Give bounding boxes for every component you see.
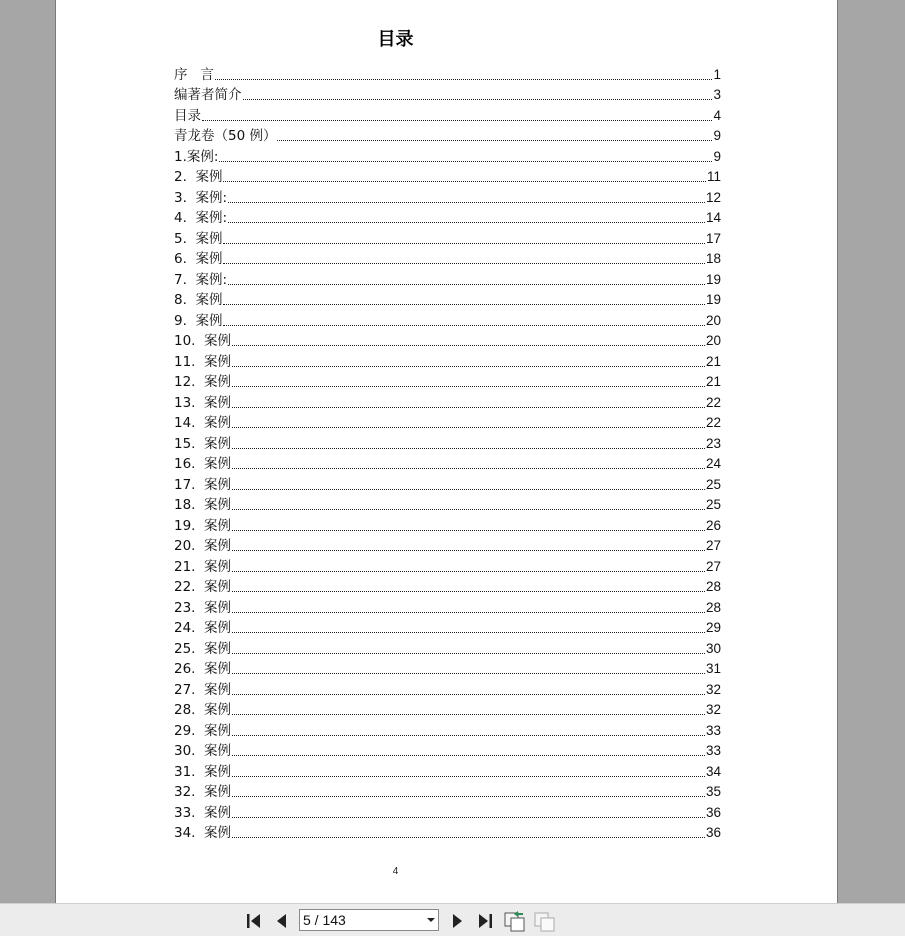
toc-dot-leader (232, 672, 705, 674)
toc-entry[interactable] (174, 821, 721, 842)
toc-entry-page: 23 (705, 435, 721, 451)
toc-entry-label: 16. 案例 (174, 456, 232, 472)
toc-entry[interactable] (174, 185, 721, 206)
toc-entry-label: 6. 案例 (174, 251, 223, 267)
toc-entry-page: 28 (705, 599, 721, 615)
toc-entry-page: 33 (705, 722, 721, 738)
toc-entry[interactable] (174, 616, 721, 637)
toc-dot-leader (219, 160, 712, 162)
toc-entry[interactable] (174, 165, 721, 186)
toc-dot-leader (232, 795, 705, 797)
toc-entry[interactable] (174, 226, 721, 247)
toc-dot-leader (232, 529, 705, 531)
toc-entry[interactable] (174, 800, 721, 821)
toc-entry-page: 30 (705, 640, 721, 656)
toc-entry-page: 32 (705, 702, 721, 717)
toc-entry[interactable] (174, 513, 721, 534)
toc-entry[interactable] (174, 657, 721, 678)
toc-entry-label: 30. 案例 (174, 743, 232, 759)
toc-entry[interactable] (174, 124, 721, 145)
toc-entry-label: 27. 案例 (174, 681, 232, 698)
toc-entry-label: 3. 案例: (174, 189, 228, 206)
toc-entry-page: 20 (705, 312, 721, 328)
toc-dot-leader (277, 139, 712, 141)
next-page-icon (448, 912, 466, 930)
toc-dot-leader (232, 734, 705, 736)
toc-entry-page: 3 (713, 87, 721, 102)
toc-entry-label: 17. 案例 (174, 476, 232, 493)
toc-dot-leader (232, 549, 705, 551)
toc-entry-page: 33 (705, 743, 721, 758)
toc-dot-leader (228, 283, 705, 285)
toc-entry[interactable] (174, 595, 721, 616)
toc-dot-leader (223, 242, 705, 244)
toc-entry[interactable] (174, 349, 721, 370)
toc-entry-label: 青龙卷（50 例） (174, 128, 277, 144)
toc-entry[interactable] (174, 267, 721, 288)
toc-dot-leader (232, 836, 705, 838)
toc-entry-page: 34 (705, 763, 721, 779)
toc-dot-leader (232, 406, 705, 408)
toc-entry-page: 29 (705, 620, 721, 635)
toc-entry[interactable] (174, 780, 721, 801)
toc-entry-label: 7. 案例: (174, 271, 228, 288)
toc-entry-label: 10. 案例 (174, 333, 232, 349)
toc-entry-label: 31. 案例 (174, 763, 232, 780)
toc-entry-page: 32 (705, 681, 721, 697)
toc-entry-label: 32. 案例 (174, 784, 232, 800)
go-back-view-button[interactable] (504, 911, 526, 931)
toc-dot-leader (232, 590, 705, 592)
page-footer-number: 4 (392, 866, 399, 877)
toc-entry-page: 17 (705, 230, 721, 246)
toc-entry-page: 19 (705, 292, 721, 307)
toc-entry[interactable] (174, 370, 721, 391)
toc-entry-label: 34. 案例 (174, 825, 232, 841)
table-of-contents (174, 62, 721, 841)
toc-entry[interactable] (174, 472, 721, 493)
toc-entry[interactable] (174, 288, 721, 309)
toc-dot-leader (232, 611, 705, 613)
toc-entry[interactable] (174, 390, 721, 411)
toc-entry[interactable] (174, 534, 721, 555)
toc-entry[interactable] (174, 411, 721, 432)
toc-entry-label: 23. 案例 (174, 599, 232, 616)
previous-page-button[interactable] (271, 911, 293, 931)
page-number-value: 5 / 143 (303, 912, 346, 928)
toc-dot-leader (232, 775, 705, 777)
toc-entry-page: 20 (705, 333, 721, 348)
go-forward-view-icon (534, 910, 556, 932)
toc-entry[interactable] (174, 62, 721, 83)
toc-entry-label: 4. 案例: (174, 210, 228, 226)
first-page-icon (245, 912, 263, 930)
toc-dot-leader (232, 713, 705, 715)
toc-entry[interactable] (174, 452, 721, 473)
toc-entry[interactable] (174, 698, 721, 719)
toc-entry-page: 22 (705, 415, 721, 430)
toc-entry[interactable] (174, 329, 721, 350)
toc-dot-leader (202, 119, 712, 121)
chevron-down-icon[interactable] (424, 910, 438, 930)
toc-entry-page: 36 (705, 804, 721, 820)
toc-entry[interactable] (174, 575, 721, 596)
next-page-button[interactable] (446, 911, 468, 931)
toc-entry-page: 28 (705, 579, 721, 594)
toc-dot-leader (232, 652, 705, 654)
toc-entry-page: 12 (705, 189, 721, 205)
previous-page-icon (273, 912, 291, 930)
toc-dot-leader (243, 98, 713, 100)
first-page-button[interactable] (243, 911, 265, 931)
toc-dot-leader (232, 365, 705, 367)
toc-entry-label: 15. 案例 (174, 435, 232, 452)
go-forward-view-button[interactable] (534, 911, 556, 931)
toc-dot-leader (232, 344, 705, 346)
toc-entry-label: 25. 案例 (174, 640, 232, 657)
toc-entry-label: 33. 案例 (174, 804, 232, 821)
toc-entry-label: 22. 案例 (174, 579, 232, 595)
toc-entry[interactable] (174, 247, 721, 268)
toc-entry-page: 24 (705, 456, 721, 471)
toc-dot-leader (232, 488, 705, 490)
toc-entry[interactable] (174, 554, 721, 575)
toc-entry-page: 21 (705, 374, 721, 389)
toc-entry-label: 9. 案例 (174, 312, 223, 329)
toc-dot-leader (223, 303, 705, 305)
toc-entry-label: 编著者简介 (174, 87, 242, 103)
toc-dot-leader (232, 385, 705, 387)
toc-entry-label: 5. 案例 (174, 230, 223, 247)
go-back-view-icon (504, 910, 526, 932)
toc-entry-label: 18. 案例 (174, 497, 232, 513)
toc-entry-page: 4 (713, 107, 721, 123)
toc-entry-page: 27 (705, 558, 721, 574)
toc-entry-label: 29. 案例 (174, 722, 232, 739)
last-page-button[interactable] (474, 911, 496, 931)
toc-dot-leader (232, 631, 705, 633)
toc-dot-leader (232, 447, 705, 449)
toc-dot-leader (223, 180, 706, 182)
toc-title: 目录 (377, 29, 414, 50)
toc-entry-page: 25 (705, 476, 721, 492)
toc-entry-page: 31 (705, 661, 721, 676)
toc-entry-label: 28. 案例 (174, 702, 232, 718)
toc-entry[interactable] (174, 636, 721, 657)
toc-dot-leader (232, 467, 705, 469)
toc-entry-label: 20. 案例 (174, 538, 232, 554)
toc-dot-leader (232, 754, 705, 756)
document-page (55, 0, 838, 903)
toc-dot-leader (232, 570, 705, 572)
toc-dot-leader (232, 816, 705, 818)
toc-dot-leader (228, 201, 705, 203)
toc-dot-leader (223, 324, 705, 326)
toc-entry[interactable] (174, 83, 721, 104)
toc-entry-page: 22 (705, 394, 721, 410)
last-page-icon (476, 912, 494, 930)
toc-entry-page: 25 (705, 497, 721, 512)
toc-entry-label: 11. 案例 (174, 353, 232, 370)
toc-entry-label: 13. 案例 (174, 394, 232, 411)
toc-entry-page: 35 (705, 784, 721, 799)
toc-entry[interactable] (174, 759, 721, 780)
toc-dot-leader (232, 426, 705, 428)
toc-entry-page: 19 (705, 271, 721, 287)
toc-entry[interactable] (174, 206, 721, 227)
toc-dot-leader (228, 221, 705, 223)
navigation-toolbar (0, 903, 905, 936)
toc-entry-page: 21 (705, 353, 721, 369)
toc-entry-label: 2. 案例 (174, 169, 223, 185)
toc-entry[interactable] (174, 493, 721, 514)
toc-entry-page: 36 (705, 825, 721, 840)
page-number-select[interactable] (299, 909, 439, 931)
toc-entry-page: 26 (705, 517, 721, 533)
toc-dot-leader (232, 693, 705, 695)
toc-entry-page: 9 (713, 148, 721, 164)
toc-entry[interactable] (174, 739, 721, 760)
toc-entry-label: 24. 案例 (174, 620, 232, 636)
toc-dot-leader (232, 508, 705, 510)
toc-entry-page: 18 (705, 251, 721, 266)
toc-entry[interactable] (174, 718, 721, 739)
toc-entry-page: 14 (705, 210, 721, 225)
toc-entry-label: 14. 案例 (174, 415, 232, 431)
toc-entry-label: 26. 案例 (174, 661, 232, 677)
toc-entry-label: 序 言 (174, 66, 214, 83)
toc-entry-label: 1.案例: (174, 148, 219, 165)
toc-entry-page: 9 (713, 128, 721, 143)
toc-dot-leader (215, 78, 713, 80)
toc-dot-leader (223, 262, 705, 264)
toc-entry[interactable] (174, 677, 721, 698)
toc-entry-label: 8. 案例 (174, 292, 223, 308)
toc-entry-label: 19. 案例 (174, 517, 232, 534)
toc-entry-page: 27 (705, 538, 721, 553)
toc-entry[interactable] (174, 308, 721, 329)
toc-entry-page: 11 (706, 169, 721, 184)
toc-entry-page: 1 (713, 66, 721, 82)
toc-entry[interactable] (174, 103, 721, 124)
toc-entry-label: 12. 案例 (174, 374, 232, 390)
toc-entry-label: 目录 (174, 107, 201, 124)
toc-entry[interactable] (174, 431, 721, 452)
toc-entry[interactable] (174, 144, 721, 165)
toc-entry-label: 21. 案例 (174, 558, 232, 575)
